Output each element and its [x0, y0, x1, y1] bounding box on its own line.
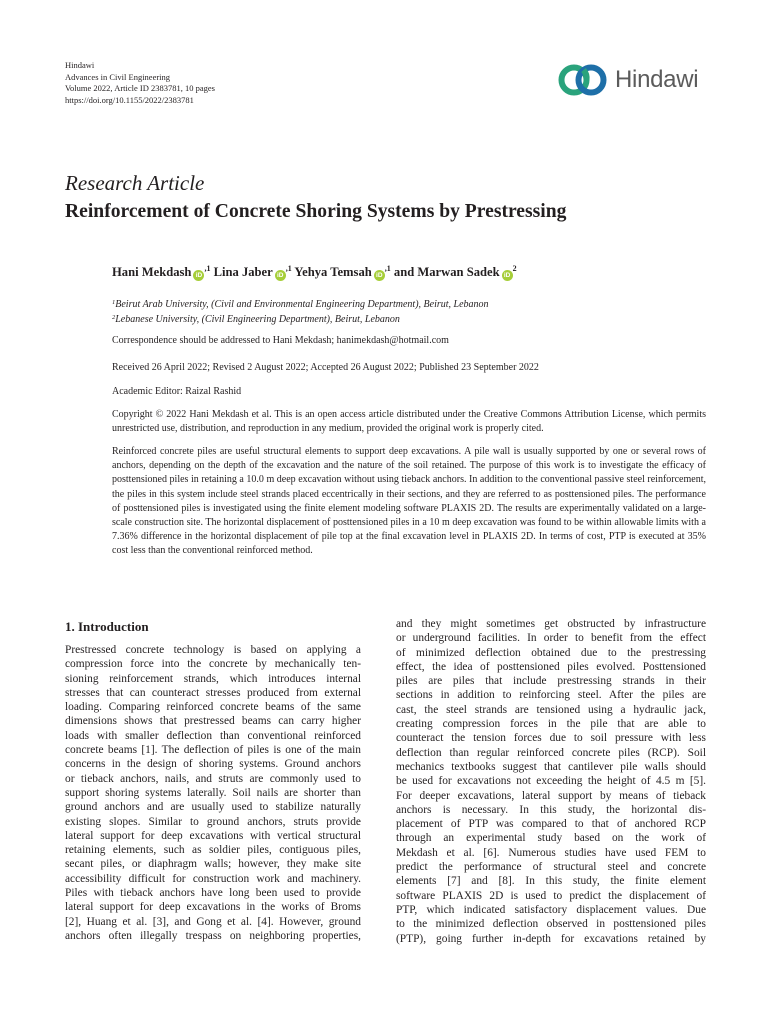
body-text-line: loads with smaller deflection than conventional reinforced: [65, 729, 361, 742]
body-text-line: lateral support for deep excavations in the works of Broms: [65, 901, 361, 914]
body-text-line: creating compression forces in the pile that are able to: [396, 718, 706, 731]
body-text-line: PTP, which indicated satisfactory displacement values. Due: [396, 903, 706, 916]
body-text-line: mechanics textbooks suggest that cantilever pile walls should: [396, 760, 706, 773]
author-affiliation-mark: 2: [512, 264, 517, 273]
publication-dates: Received 26 April 2022; Revised 2 August 2022; Accepted 26 August 2022; Published 23 September 2022: [112, 362, 539, 373]
body-text-line: sections in addition to reinforcing steel. After the piles are: [396, 689, 706, 702]
body-text-line: secant piles, or diaphragm walls; however, they make site: [65, 858, 361, 871]
abstract: Reinforced concrete piles are useful structural elements to support deep excavations. A pile wall is usually supported by one or several rows of anchors, depending on the depth of the excavation and the nature of the soil retained. The purpose of this work is to investigate the efficacy of posttensioned piles in retaining a 10.0 m deep excavation without using tieback anchors. In addition to the conventional passive steel reinforcement, the piles in this system include steel strands placed eccentrically in their sections, and they are referred to as posttensioned piles. The performance of posttensioned piles is investigated using the finite element modeling software PLAXIS 2D. The results are experimentally validated on a large-scale construction site. The horizontal displacement of posttensioned piles in a 10 m deep excavation was found to be within allowable limits with a 7.36% difference in the horizontal displacement of pile top at the final excavation level in PLAXIS 2D. In terms of cost, PTP is executed at 35% cost less than the conventional reinforced method.: [112, 446, 706, 557]
publisher-name: Hindawi: [65, 60, 95, 70]
body-text-line: software PLAXIS 2D is used to predict the displacement of: [396, 889, 706, 902]
body-text-line: or underground facilities. In order to benefit from the effect: [396, 632, 706, 645]
body-text-line: retaining elements, such as soldier piles, contiguous piles,: [65, 844, 361, 857]
author-list: [112, 264, 517, 281]
academic-editor: Academic Editor: Raizal Rashid: [112, 386, 242, 397]
body-text-line: cast, the steel strands are tensioned using a hydraulic jack,: [396, 703, 706, 716]
author-name: Hani Mekdash: [112, 265, 192, 279]
body-text-line: dimensions shows that prestressed beams can carry higher: [65, 715, 361, 728]
body-text-line: sioning reinforcement strands, which introduces internal: [65, 672, 361, 685]
orcid-icon[interactable]: iD: [374, 270, 385, 281]
body-text-line: anchors is necessary. In this study, the horizontal dis-: [396, 803, 706, 816]
body-text-line: stresses that can counteract stresses produced from external: [65, 686, 361, 699]
logo-wordmark: Hindawi: [615, 66, 699, 93]
author-affiliation-mark: ,1: [204, 264, 211, 273]
paper-title: Reinforcement of Concrete Shoring Systems by Prestressing: [65, 201, 567, 222]
author-name: and Marwan Sadek: [393, 265, 500, 279]
doi-link[interactable]: https://doi.org/10.1155/2022/2383781: [65, 94, 194, 105]
volume-info: Volume 2022, Article ID 2383781, 10 pages: [65, 83, 215, 93]
body-text-line: of minimized deflection obtained due to the prestressing: [396, 646, 706, 659]
body-text-line: be used for excavations not exceeding the height of 4.5 m [5].: [396, 775, 706, 788]
body-text-line: Piles with tieback anchors have long been used to provide: [65, 887, 361, 900]
body-text-line: piles are piles that include prestressing strands in their: [396, 675, 706, 688]
affiliation-line: $^2$Lebanese University, (Civil Engineering Department), Beirut, Lebanon: [112, 314, 400, 325]
body-text-line: (PTP), going further in-depth for excavations retained by: [396, 932, 706, 945]
body-text-line: and they might sometimes get obstructed by infrastructure: [396, 618, 706, 630]
body-text-line: Prestressed concrete technology is based on applying a: [65, 644, 361, 656]
body-column-right: [396, 617, 706, 946]
body-text-line: support shoring systems laterally. Soil nails are shorter than: [65, 786, 361, 799]
author-name: Lina Jaber: [213, 265, 273, 279]
author-affiliation-mark: ,1: [384, 264, 391, 273]
author-affiliation-mark: ,1: [285, 264, 292, 273]
body-column-left: [65, 643, 361, 943]
section-heading: 1. Introduction: [65, 619, 149, 634]
body-text-line: compression force into the concrete by mechanically ten-: [65, 658, 361, 671]
copyright-notice: Copyright © 2022 Hani Mekdash et al. This is an open access article distributed under the Creative Commons Attribution License, which permits unrestricted use, distribution, and reproduction in any medium, provided the original work is properly cited.: [112, 409, 706, 435]
journal-metadata: [65, 60, 215, 106]
article-type: Research Article: [65, 171, 205, 195]
body-text-line: loading. Comparing reinforced concrete beams of the same: [65, 701, 361, 714]
body-text-line: For deeper excavations, lateral support by means of tieback: [396, 789, 706, 802]
affiliation-line: $^1$Beirut Arab University, (Civil and Environmental Engineering Department), Beirut, Lebanon: [112, 299, 489, 310]
journal-name: Advances in Civil Engineering: [65, 71, 171, 82]
body-text-line: or tieback anchors, nails, and struts are commonly used to: [65, 772, 361, 785]
body-text-line: [2], Huang et al. [3], and Gong et al. [4]. However, ground: [65, 915, 361, 928]
body-text-line: through an experimental study based on the work of: [396, 832, 706, 845]
affiliations: [112, 296, 489, 326]
body-text-line: predict the performance of structural steel and concrete: [396, 861, 706, 874]
orcid-icon[interactable]: iD: [275, 270, 286, 281]
body-text-line: existing slopes. Similar to ground anchors, struts provide: [65, 815, 361, 828]
correspondence: Correspondence should be addressed to Hani Mekdash; hanimekdash@hotmail.com: [112, 335, 449, 346]
hindawi-logo-icon: [557, 62, 609, 98]
body-text-line: counteract the tension forces due to soil pressure with less: [396, 732, 706, 745]
body-text-line: accessibility difficult for construction work and machinery.: [65, 872, 361, 885]
body-text-line: concrete beams [1]. The deflection of piles is one of the main: [65, 744, 361, 757]
body-text-line: effect, the idea of posttensioned piles evolved. Posttensioned: [396, 660, 706, 673]
body-text-line: placement of PTP was compared to that of anchored RCP: [396, 818, 706, 831]
hindawi-logo: [557, 62, 698, 98]
body-text-line: ground anchors and are usually used to stabilize naturally: [65, 801, 361, 814]
body-text-line: lateral support for deep excavations with vertical structural: [65, 829, 361, 842]
body-text-line: anchors often illegally trespass on neighboring properties,: [65, 929, 361, 942]
body-text-line: concerns in the design of shoring systems. Ground anchors: [65, 758, 361, 771]
body-text-line: deflection than regular reinforced concrete piles (RCP). Soil: [396, 746, 706, 759]
orcid-icon[interactable]: iD: [193, 270, 204, 281]
author-name: Yehya Temsah: [294, 265, 372, 279]
body-text-line: elements [7] and [8]. In this study, the finite element: [396, 875, 706, 888]
orcid-icon[interactable]: iD: [502, 270, 513, 281]
body-text-line: Mekdash et al. [6]. Numerous studies have used FEM to: [396, 846, 706, 859]
body-text-line: to the minimized deflection observed in posttensioned piles: [396, 918, 706, 931]
